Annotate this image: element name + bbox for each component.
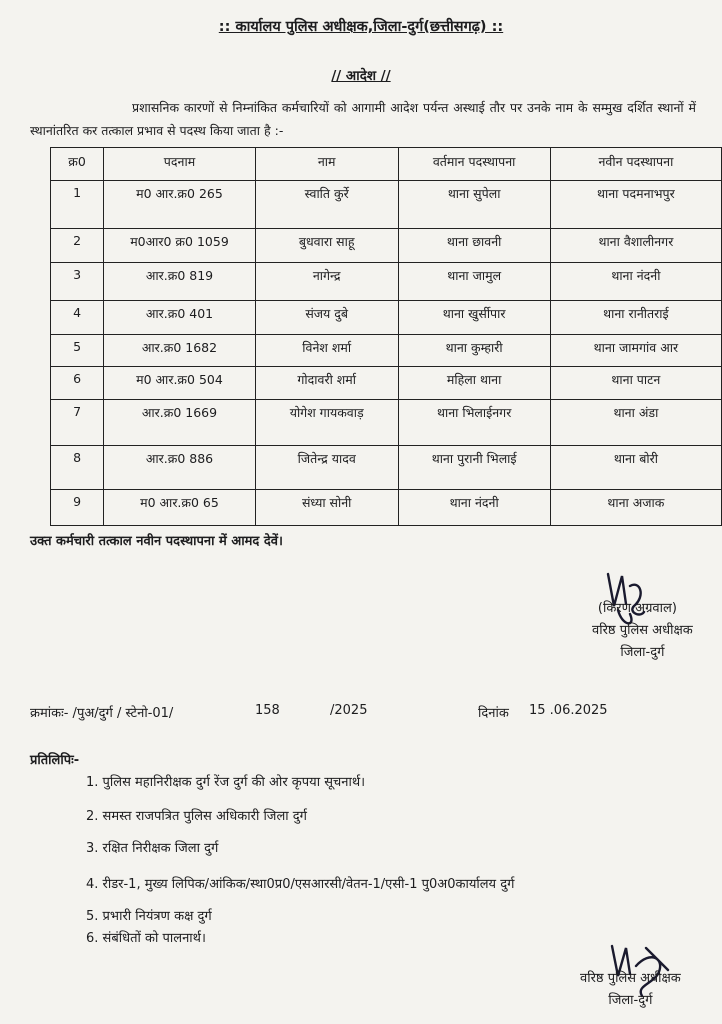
cell-serial: 7 (51, 400, 104, 446)
order-heading: // आदेश // (331, 68, 391, 84)
cell-current-posting: महिला थाना (398, 367, 550, 400)
header-serial: क्र0 (51, 148, 104, 181)
cell-serial: 8 (51, 446, 104, 490)
cell-name: स्वाति कुर्रे (255, 181, 398, 229)
cell-new-posting: थाना वैशालीनगर (550, 229, 721, 263)
signatory2-district: जिला-दुर्ग (608, 993, 653, 1008)
cell-post: म0 आर.क्र0 265 (104, 181, 256, 229)
cell-serial: 3 (51, 263, 104, 301)
cell-serial: 5 (51, 335, 104, 367)
header-current-posting: वर्तमान पदस्थापना (398, 148, 550, 181)
memo-date: 15 .06.2025 (529, 703, 608, 718)
cell-serial: 2 (51, 229, 104, 263)
table-row (51, 181, 722, 229)
memo-number: 158 (255, 703, 280, 718)
cell-serial: 9 (51, 490, 104, 526)
cell-post: आर.क्र0 1669 (104, 400, 256, 446)
cell-new-posting: थाना बोरी (550, 446, 721, 490)
signatory2-designation: वरिष्ठ पुलिस अधीक्षक (580, 971, 681, 986)
table-header-row (51, 148, 722, 181)
signature-block-2 (580, 968, 681, 1012)
copy-to-heading: प्रतिलिपिः- (30, 753, 80, 768)
cell-post: आर.क्र0 401 (104, 301, 256, 335)
cell-current-posting: थाना जामुल (398, 263, 550, 301)
table-row (51, 263, 722, 301)
signatory-district: जिला-दुर्ग (620, 645, 665, 660)
list-item: 6. संबंधितों को पालनार्थ। (86, 931, 206, 946)
table-row (51, 490, 722, 526)
cell-name: योगेश गायकवाड़ (255, 400, 398, 446)
cell-current-posting: थाना नंदनी (398, 490, 550, 526)
cell-current-posting: थाना छावनी (398, 229, 550, 263)
cell-name: गोदावरी शर्मा (255, 367, 398, 400)
cell-current-posting: थाना भिलाईनगर (398, 400, 550, 446)
cell-name: नागेन्द्र (255, 263, 398, 301)
cell-current-posting: थाना सुपेला (398, 181, 550, 229)
table-row (51, 229, 722, 263)
list-item: 4. रीडर-1, मुख्य लिपिक/आंकिक/स्था0प्र0/एसआरसी/वेतन-1/एसी-1 पु0अ0कार्यालय दुर्ग (86, 877, 515, 892)
signatory-name: (किरण अग्रवाल) (597, 601, 677, 616)
cell-new-posting: थाना नंदनी (550, 263, 721, 301)
table-row (51, 335, 722, 367)
cell-new-posting: थाना पदमनाभपुर (550, 181, 721, 229)
transfer-table (50, 147, 722, 526)
header-post: पदनाम (104, 148, 256, 181)
cell-new-posting: थाना जामगांव आर (550, 335, 721, 367)
cell-new-posting: थाना पाटन (550, 367, 721, 400)
list-item: 1. पुलिस महानिरीक्षक दुर्ग रेंज दुर्ग की ओर कृपया सूचनार्थ। (86, 775, 366, 790)
cell-new-posting: थाना रानीतराई (550, 301, 721, 335)
cell-serial: 1 (51, 181, 104, 229)
cell-new-posting: थाना अंडा (550, 400, 721, 446)
table-row (51, 446, 722, 490)
cell-post: म0 आर.क्र0 504 (104, 367, 256, 400)
cell-name: विनेश शर्मा (255, 335, 398, 367)
memo-reference: क्रमांकः- /पुअ/दुर्ग / स्टेनो-01/ (30, 706, 174, 721)
cell-name: संध्या सोनी (255, 490, 398, 526)
table-row (51, 400, 722, 446)
list-item: 5. प्रभारी नियंत्रण कक्ष दुर्ग (86, 909, 212, 924)
list-item: 3. रक्षित निरीक्षक जिला दुर्ग (86, 841, 219, 856)
cell-post: आर.क्र0 819 (104, 263, 256, 301)
cell-current-posting: थाना कुम्हारी (398, 335, 550, 367)
cell-serial: 6 (51, 367, 104, 400)
cell-current-posting: थाना खुर्सीपार (398, 301, 550, 335)
cell-new-posting: थाना अजाक (550, 490, 721, 526)
office-title: :: कार्यालय पुलिस अधीक्षक,जिला-दुर्ग(छत्तीसगढ़) :: (218, 19, 504, 35)
cell-serial: 4 (51, 301, 104, 335)
signature-block (592, 598, 693, 664)
joining-instruction: उक्त कर्मचारी तत्काल नवीन पदस्थापना में आमद देवें। (30, 534, 283, 549)
cell-post: म0आर0 क्र0 1059 (104, 229, 256, 263)
header-name: नाम (255, 148, 398, 181)
cell-post: आर.क्र0 886 (104, 446, 256, 490)
cell-post: आर.क्र0 1682 (104, 335, 256, 367)
list-item: 2. समस्त राजपत्रित पुलिस अधिकारी जिला दुर्ग (86, 809, 307, 824)
cell-current-posting: थाना पुरानी भिलाई (398, 446, 550, 490)
table-row (51, 367, 722, 400)
intro-paragraph: प्रशासनिक कारणों से निम्नांकित कर्मचारियों को आगामी आदेश पर्यन्त अस्थाई तौर पर उनके नाम के सम्मुख दर्शित स्थानों में स्थानांतरित कर तत्काल प्रभाव से पदस्थ किया जाता है :- (30, 100, 696, 138)
cell-name: संजय दुबे (255, 301, 398, 335)
table-row (51, 301, 722, 335)
cell-name: बुधवारा साहू (255, 229, 398, 263)
memo-year: /2025 (330, 703, 368, 718)
date-label: दिनांक (478, 706, 509, 721)
header-new-posting: नवीन पदस्थापना (550, 148, 721, 181)
cell-name: जितेन्द्र यादव (255, 446, 398, 490)
cell-post: म0 आर.क्र0 65 (104, 490, 256, 526)
signatory-designation: वरिष्ठ पुलिस अधीक्षक (592, 623, 693, 638)
